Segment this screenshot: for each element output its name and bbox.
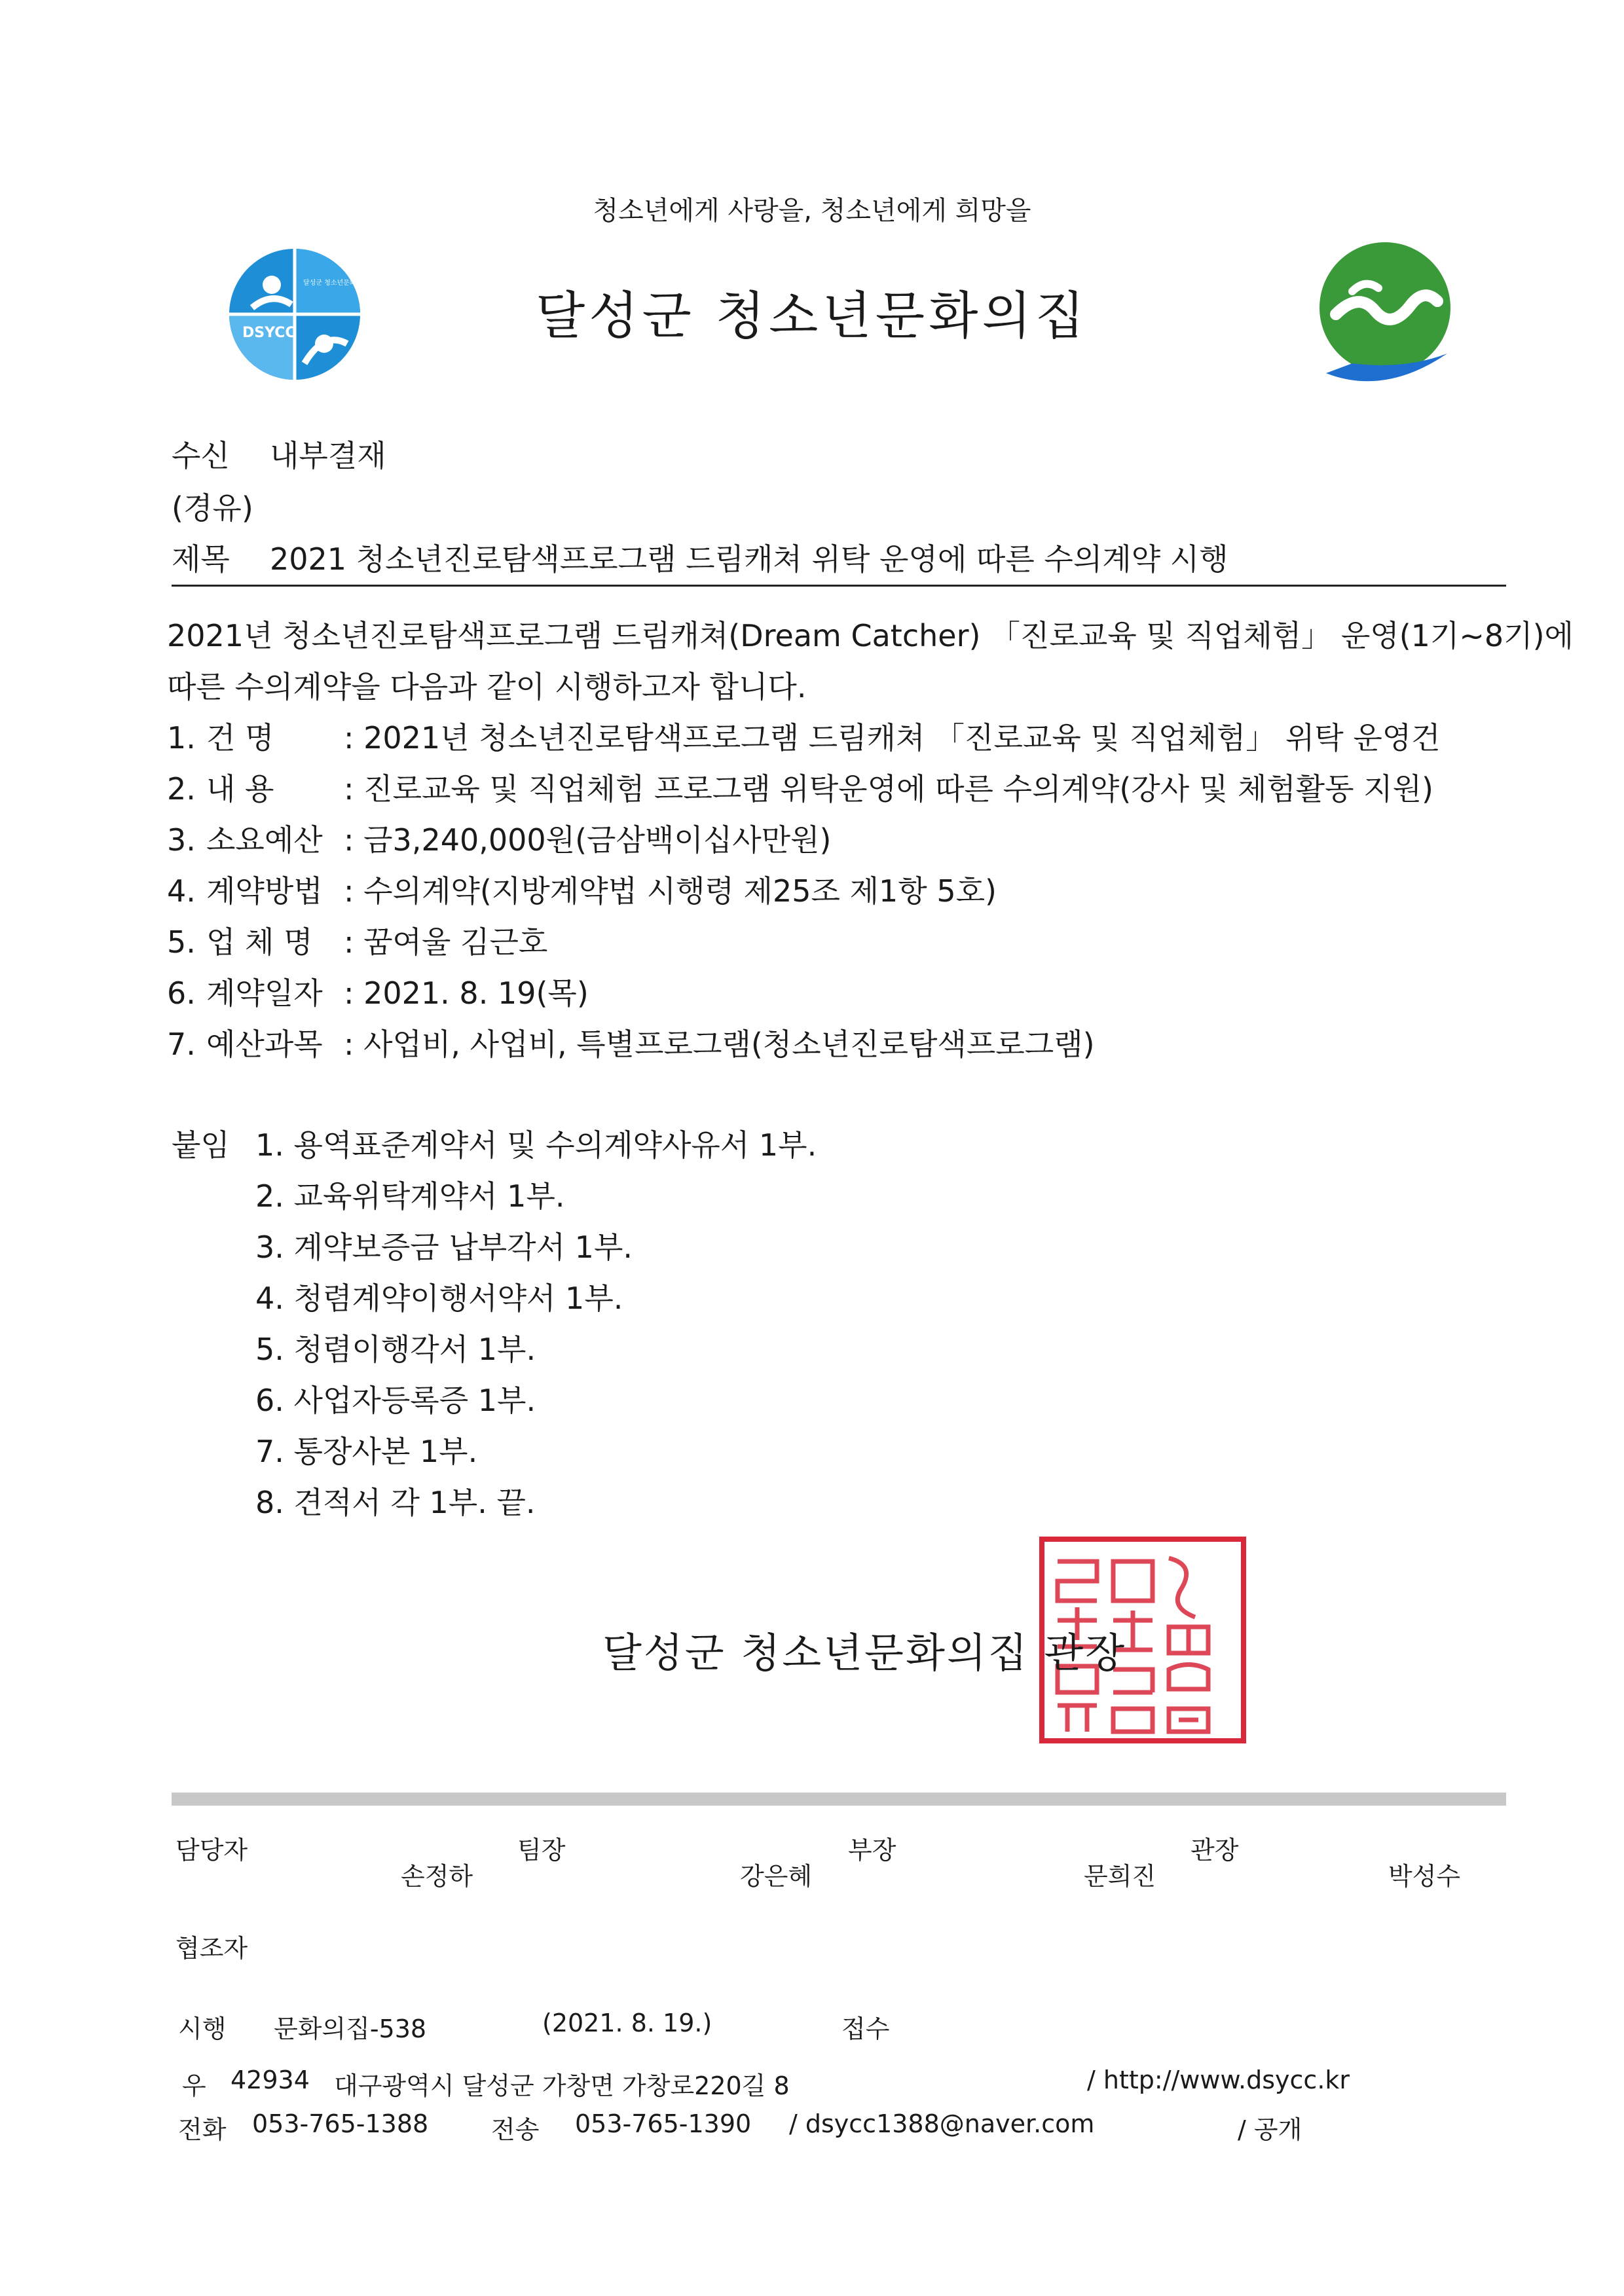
exec-number: 문화의집-538: [274, 2014, 427, 2043]
item-1: [167, 714, 1441, 757]
attachment-item: 7. 통장사본 1부.: [255, 1434, 478, 1469]
receipt-label: 접수: [841, 2014, 890, 2043]
item-4: [167, 867, 997, 911]
attachments-label: 붙임: [172, 1127, 230, 1163]
motto: 청소년에게 사랑을, 청소년에게 희망을: [593, 196, 1031, 226]
item-value: : 사업비, 사업비, 특별프로그램(청소년진로탐색프로그램): [344, 1027, 1095, 1062]
item-value: : 2021. 8. 19(목): [344, 975, 589, 1011]
organization-title: 달성군 청소년문화의집: [535, 287, 1089, 346]
item-value: : 꿈여울 김근호: [344, 924, 548, 960]
item-number: 5.: [167, 924, 196, 960]
phone-label: 전화: [178, 2115, 227, 2144]
disclosure-status: / 공개: [1238, 2115, 1302, 2144]
item-value: : 수의계약(지방계약법 시행령 제25조 제1항 5호): [344, 873, 997, 909]
item-number: 3.: [167, 822, 196, 858]
via-label: (경유): [172, 490, 253, 526]
postal-label: 우: [182, 2071, 206, 2100]
fax-label: 전송: [491, 2115, 540, 2144]
approval-role: 관장: [1190, 1836, 1239, 1865]
item-number: 1.: [167, 720, 196, 756]
item-number: 2.: [167, 771, 196, 807]
recipient-label: 수신: [172, 438, 230, 473]
dsycc-logo-text: DSYCC: [242, 325, 296, 341]
approval-role: 부장: [848, 1836, 896, 1865]
fax-number: 053-765-1390: [575, 2109, 752, 2138]
dalseong-symbol-icon: [1313, 239, 1457, 390]
email-link[interactable]: / dsycc1388@naver.com: [789, 2109, 1095, 2138]
item-3: [167, 816, 831, 860]
item-5: [167, 919, 547, 962]
item-value: : 2021년 청소년진로탐색프로그램 드림캐쳐 「진로교육 및 직업체험」 위탁 운영건: [344, 720, 1441, 756]
item-number: 4.: [167, 873, 196, 909]
attachment-item: 6. 사업자등록증 1부.: [255, 1383, 536, 1418]
phone-number: 053-765-1388: [252, 2109, 429, 2138]
item-value: : 금3,240,000원(금삼백이십사만원): [344, 822, 832, 858]
item-number: 6.: [167, 975, 196, 1011]
body-line-1: 2021년 청소년진로탐색프로그램 드림캐쳐(Dream Catcher) 「진로교육 및 직업체험」 운영(1기~8기)에: [167, 618, 1574, 653]
address: 대구광역시 달성군 가창면 가창로220길 8: [334, 2071, 790, 2100]
item-7: [167, 1021, 1095, 1064]
item-key: 예산과목: [206, 1027, 323, 1062]
attachment-item: 3. 계약보증금 납부각서 1부.: [255, 1230, 633, 1265]
approval-name: 강은혜: [740, 1862, 813, 1891]
body-line-2: 따른 수의계약을 다음과 같이 시행하고자 합니다.: [167, 669, 807, 704]
item-value: : 진로교육 및 직업체험 프로그램 위탁운영에 따른 수의계약(강사 및 체험활동 지원): [344, 771, 1433, 807]
subject-divider: [172, 585, 1506, 587]
footer-divider: [172, 1793, 1506, 1806]
approval-role: 담당자: [175, 1836, 248, 1865]
recipient-line: [172, 432, 386, 475]
item-key: 계약방법: [206, 873, 323, 909]
attachment-item: 1. 용역표준계약서 및 수의계약사유서 1부.: [255, 1127, 817, 1163]
attachment-item: 2. 교육위탁계약서 1부.: [255, 1178, 565, 1214]
exec-date: (2021. 8. 19.): [542, 2009, 712, 2037]
attachment-item: 5. 청렴이행각서 1부.: [255, 1332, 536, 1367]
approval-name: 문희진: [1084, 1862, 1156, 1891]
postal-code: 42934: [231, 2066, 310, 2094]
attachment-item: 4. 청렴계약이행서약서 1부.: [255, 1281, 623, 1316]
item-6: [167, 970, 589, 1013]
attachment-item: 8. 견적서 각 1부. 끝.: [255, 1485, 536, 1520]
cooperator-label: 협조자: [175, 1934, 248, 1963]
exec-label: 시행: [178, 2014, 227, 2043]
item-key: 업 체 명: [206, 924, 313, 960]
sender-signature: 달성군 청소년문화의집 관장: [602, 1629, 1127, 1677]
item-key: 건 명: [206, 720, 274, 756]
item-number: 7.: [167, 1027, 196, 1062]
dsycc-logo-small-text: 달성군 청소년문화의집: [303, 280, 363, 287]
item-2: [167, 765, 1433, 809]
approval-role: 팀장: [517, 1836, 566, 1865]
subject-value: 2021 청소년진로탐색프로그램 드림캐쳐 위탁 운영에 따른 수의계약 시행: [270, 541, 1228, 577]
subject-label: 제목: [172, 541, 230, 577]
website-link[interactable]: / http://www.dsycc.kr: [1087, 2066, 1350, 2094]
recipient-value: 내부결재: [270, 438, 386, 473]
approval-name: 박성수: [1388, 1862, 1461, 1891]
approval-name: 손정하: [401, 1862, 473, 1891]
item-key: 내 용: [206, 771, 274, 807]
item-key: 소요예산: [206, 822, 323, 858]
item-key: 계약일자: [206, 975, 323, 1011]
subject-line: [172, 536, 1228, 579]
